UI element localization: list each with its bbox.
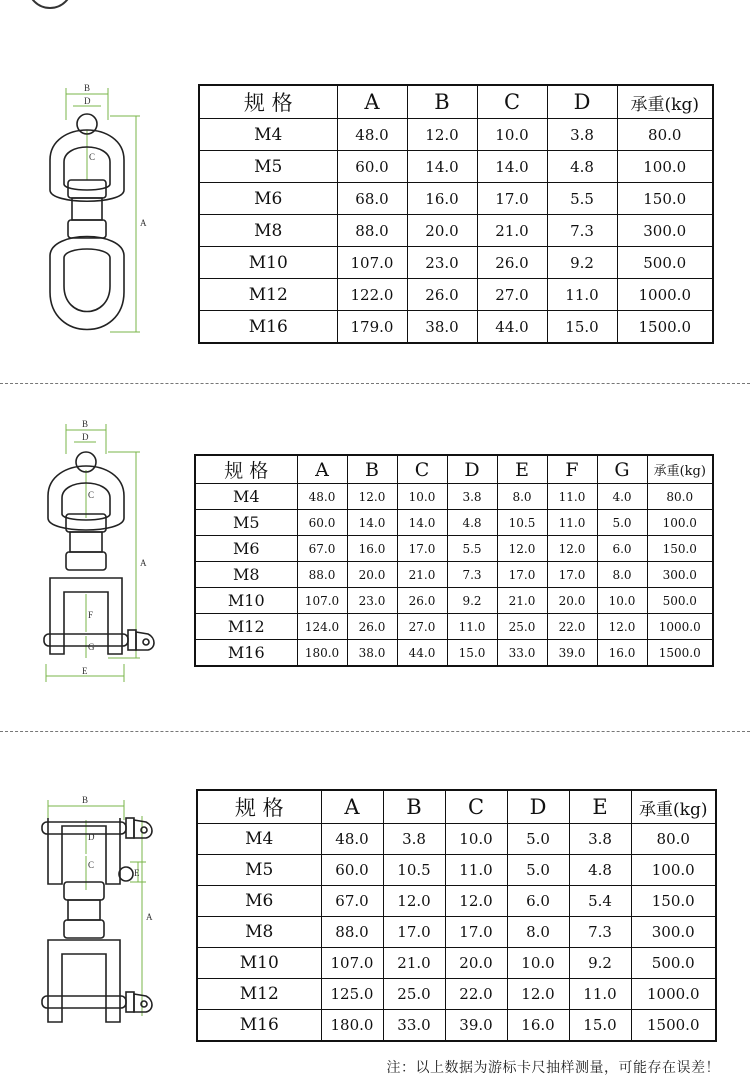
header-spec: 规 格 [195,455,297,484]
cell: M16 [199,311,337,344]
dim-label-b: B [82,795,89,805]
table-row [199,279,713,311]
cell: 7.3 [547,215,617,247]
section-divider [0,731,750,732]
cell: 17.0 [383,917,445,948]
header-a: A [297,455,347,484]
cell: 22.0 [445,979,507,1010]
cell: 23.0 [407,247,477,279]
cell: M5 [197,855,321,886]
cell: 4.0 [597,484,647,510]
header-f: F [547,455,597,484]
cell: M8 [197,917,321,948]
cell: 48.0 [297,484,347,510]
dim-label-b: B [84,83,91,93]
cell: 5.0 [597,510,647,536]
cell: 21.0 [477,215,547,247]
table-row [199,215,713,247]
cell: M10 [197,948,321,979]
cell: 4.8 [569,855,631,886]
cell: 38.0 [347,640,397,667]
cell: 500.0 [617,247,713,279]
cell: 17.0 [445,917,507,948]
brand-logo [26,0,74,14]
cell: 44.0 [477,311,547,344]
cell: 44.0 [397,640,447,667]
cell: 5.5 [447,536,497,562]
cell: 3.8 [547,119,617,151]
header-b: B [383,790,445,824]
cell: 179.0 [337,311,407,344]
cell: 48.0 [337,119,407,151]
cell: 11.0 [547,510,597,536]
cell: M4 [195,484,297,510]
cell: 5.0 [507,855,569,886]
table-row [197,855,716,886]
cell: M6 [199,183,337,215]
dim-label-f: F [88,610,94,620]
cell: 500.0 [631,948,716,979]
cell: 20.0 [347,562,397,588]
header-d: D [547,85,617,119]
header-e: E [569,790,631,824]
header-b: B [407,85,477,119]
dim-label-b: B [82,419,89,429]
cell: 67.0 [297,536,347,562]
cell: 12.0 [347,484,397,510]
cell: 1000.0 [647,614,713,640]
cell: 20.0 [547,588,597,614]
dim-label-e: E [134,868,140,878]
cell: 17.0 [477,183,547,215]
cell: 9.2 [547,247,617,279]
diagram-eye-jaw-swivel [36,418,166,686]
cell: 9.2 [569,948,631,979]
cell: 12.0 [407,119,477,151]
table-row [195,510,713,536]
cell: 27.0 [397,614,447,640]
cell: 15.0 [447,640,497,667]
dim-label-d: D [82,432,89,442]
table-row [199,311,713,344]
cell: 27.0 [477,279,547,311]
cell: 10.0 [477,119,547,151]
header-load: 承重(kg) [631,790,716,824]
cell: 5.4 [569,886,631,917]
cell: M10 [199,247,337,279]
cell: M12 [195,614,297,640]
cell: 14.0 [477,151,547,183]
table-row [197,948,716,979]
dim-label-g: G [88,642,95,652]
dim-label-a: A [146,912,153,922]
header-spec: 规 格 [199,85,337,119]
cell: 21.0 [497,588,547,614]
cell: 14.0 [397,510,447,536]
dim-label-e: E [82,666,88,676]
spec-table-eye-jaw [194,454,714,667]
dim-label-c: C [88,490,95,500]
cell: 26.0 [347,614,397,640]
header-a: A [337,85,407,119]
header-load: 承重(kg) [647,455,713,484]
cell: 88.0 [297,562,347,588]
cell: 68.0 [337,183,407,215]
cell: 33.0 [497,640,547,667]
cell: 1000.0 [631,979,716,1010]
cell: 300.0 [617,215,713,247]
cell: 500.0 [647,588,713,614]
table-header-row [199,85,713,119]
cell: 4.8 [547,151,617,183]
cell: 16.0 [407,183,477,215]
cell: 107.0 [297,588,347,614]
cell: 80.0 [647,484,713,510]
header-d: D [507,790,569,824]
cell: 300.0 [647,562,713,588]
cell: 14.0 [347,510,397,536]
spec-table-jaw-jaw [196,789,717,1042]
cell: 3.8 [569,824,631,855]
spec-table-eye-eye [198,84,714,344]
table-row [197,824,716,855]
cell: M6 [195,536,297,562]
cell: 25.0 [383,979,445,1010]
cell: 8.0 [507,917,569,948]
cell: 5.0 [507,824,569,855]
cell: 124.0 [297,614,347,640]
dim-label-d: D [84,96,91,106]
header-d: D [447,455,497,484]
cell: 122.0 [337,279,407,311]
cell: 8.0 [597,562,647,588]
diagram-eye-eye-swivel [40,80,160,340]
cell: 17.0 [397,536,447,562]
cell: 16.0 [507,1010,569,1042]
table-row [195,536,713,562]
cell: 1500.0 [647,640,713,667]
cell: 14.0 [407,151,477,183]
cell: 15.0 [569,1010,631,1042]
cell: 100.0 [617,151,713,183]
cell: 39.0 [445,1010,507,1042]
cell: 7.3 [447,562,497,588]
cell: 22.0 [547,614,597,640]
table-row [197,886,716,917]
cell: 60.0 [337,151,407,183]
header-spec: 规 格 [197,790,321,824]
cell: M8 [199,215,337,247]
cell: 10.5 [383,855,445,886]
header-load: 承重(kg) [617,85,713,119]
cell: 38.0 [407,311,477,344]
cell: 6.0 [507,886,569,917]
cell: 10.0 [507,948,569,979]
cell: 80.0 [617,119,713,151]
cell: 12.0 [597,614,647,640]
cell: 150.0 [617,183,713,215]
table-row [197,979,716,1010]
cell: 1500.0 [631,1010,716,1042]
cell: 1000.0 [617,279,713,311]
cell: 33.0 [383,1010,445,1042]
table-row [195,640,713,667]
cell: 23.0 [347,588,397,614]
cell: M12 [197,979,321,1010]
cell: 21.0 [397,562,447,588]
cell: 60.0 [297,510,347,536]
cell: 4.8 [447,510,497,536]
cell: 11.0 [547,279,617,311]
cell: 10.0 [445,824,507,855]
dim-label-c: C [88,860,95,870]
cell: 20.0 [445,948,507,979]
cell: 12.0 [445,886,507,917]
cell: M12 [199,279,337,311]
cell: 107.0 [321,948,383,979]
cell: 100.0 [647,510,713,536]
cell: 60.0 [321,855,383,886]
cell: 3.8 [447,484,497,510]
cell: 10.0 [397,484,447,510]
cell: 26.0 [477,247,547,279]
cell: 180.0 [297,640,347,667]
cell: 17.0 [547,562,597,588]
cell: 88.0 [337,215,407,247]
cell: M8 [195,562,297,588]
header-g: G [597,455,647,484]
cell: 15.0 [547,311,617,344]
cell: 39.0 [547,640,597,667]
section-divider [0,383,750,384]
table-row [197,917,716,948]
cell: 11.0 [547,484,597,510]
cell: 80.0 [631,824,716,855]
cell: 48.0 [321,824,383,855]
cell: M10 [195,588,297,614]
cell: 7.3 [569,917,631,948]
header-b: B [347,455,397,484]
cell: M4 [199,119,337,151]
measurement-disclaimer: 注：以上数据为游标卡尺抽样测量，可能存在误差！ [386,1060,720,1076]
header-a: A [321,790,383,824]
header-c: C [477,85,547,119]
cell: 3.8 [383,824,445,855]
cell: 11.0 [569,979,631,1010]
cell: 26.0 [397,588,447,614]
header-c: C [397,455,447,484]
cell: 17.0 [497,562,547,588]
cell: 21.0 [383,948,445,979]
table-row [195,484,713,510]
cell: 12.0 [497,536,547,562]
cell: 88.0 [321,917,383,948]
cell: 150.0 [647,536,713,562]
cell: 9.2 [447,588,497,614]
table-row [199,151,713,183]
cell: 20.0 [407,215,477,247]
cell: 26.0 [407,279,477,311]
table-row [199,183,713,215]
cell: M5 [195,510,297,536]
cell: 10.0 [597,588,647,614]
cell: M5 [199,151,337,183]
cell: 1500.0 [617,311,713,344]
cell: 25.0 [497,614,547,640]
table-row [199,119,713,151]
table-row [199,247,713,279]
cell: 150.0 [631,886,716,917]
header-c: C [445,790,507,824]
table-row [197,1010,716,1042]
cell: 11.0 [447,614,497,640]
header-e: E [497,455,547,484]
cell: 107.0 [337,247,407,279]
cell: M16 [197,1010,321,1042]
cell: M4 [197,824,321,855]
cell: 12.0 [383,886,445,917]
cell: 11.0 [445,855,507,886]
cell: 16.0 [597,640,647,667]
dim-label-a: A [140,558,147,568]
cell: 6.0 [597,536,647,562]
table-row [195,588,713,614]
dim-label-a: A [140,218,147,228]
cell: 12.0 [547,536,597,562]
cell: 16.0 [347,536,397,562]
dim-label-c: C [89,152,96,162]
dim-label-d: D [88,832,95,842]
table-row [195,614,713,640]
cell: 180.0 [321,1010,383,1042]
cell: 5.5 [547,183,617,215]
table-row [195,562,713,588]
cell: 125.0 [321,979,383,1010]
cell: 300.0 [631,917,716,948]
cell: 100.0 [631,855,716,886]
cell: 67.0 [321,886,383,917]
cell: M6 [197,886,321,917]
cell: 8.0 [497,484,547,510]
cell: 12.0 [507,979,569,1010]
diagram-jaw-jaw-swivel [34,790,164,1050]
table-header-row [195,455,713,484]
table-header-row [197,790,716,824]
cell: M16 [195,640,297,667]
cell: 10.5 [497,510,547,536]
